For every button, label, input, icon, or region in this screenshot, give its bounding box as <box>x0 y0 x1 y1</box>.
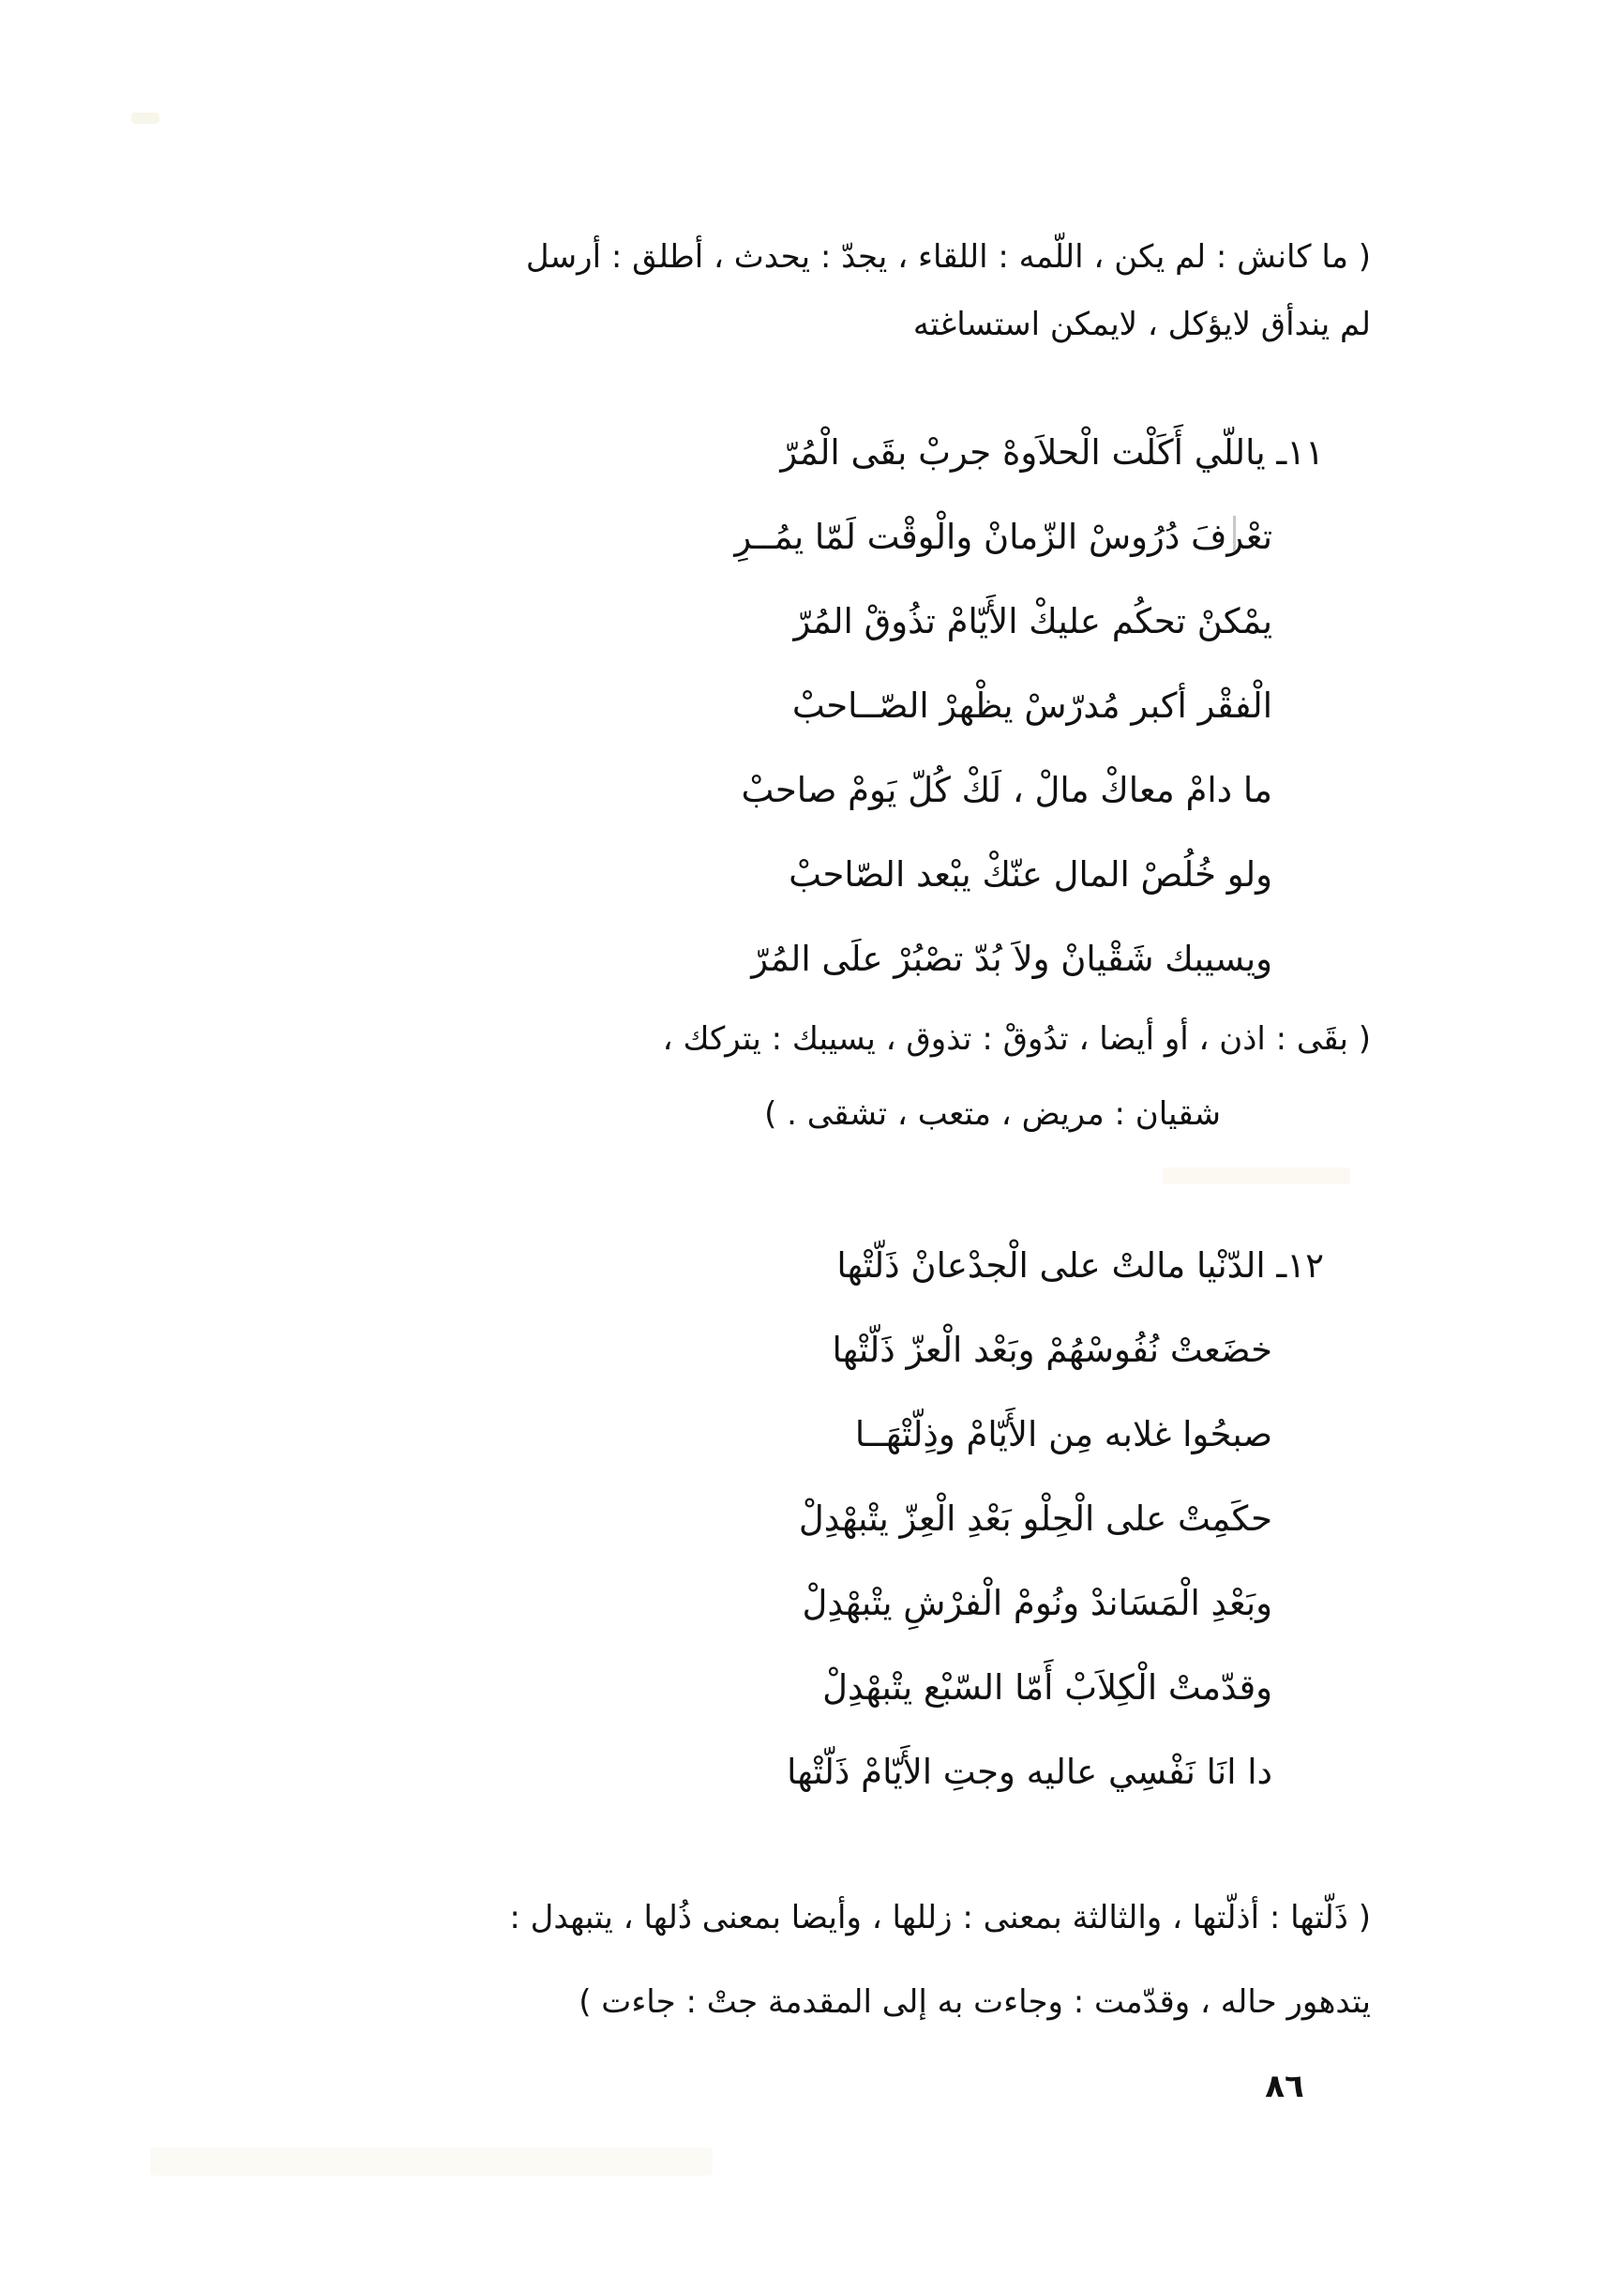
verse-line: وقدّمتْ الْكِلاَبْ أَمّا السّبْع يتْبهْدِلْ <box>822 1667 1272 1708</box>
verse-line: تعْرفَ دُرُوسْ الزّمانْ والْوقْت لَمّا يمُــرِ <box>734 517 1272 557</box>
verse-line: حكَمِتْ على الْحِلْو بَعْدِ الْعِزّ يتْبهْدِلْ <box>798 1498 1272 1539</box>
gloss-line: لم يندأق لايؤكل ، لايمكن استساغته <box>912 306 1371 343</box>
paper-stain <box>1163 1167 1350 1184</box>
gloss-line: ( ذَلّتها : أذلّتها ، والثالثة بمعنى : زللها ، وأيضا بمعنى ذُلها ، يتبهدل : <box>509 1899 1371 1936</box>
paper-stain <box>131 113 159 124</box>
verse-line: صبحُوا غلابه مِن الأَيّامْ وذِلّتْهَــا <box>854 1414 1272 1454</box>
verse-12 <box>480 1224 1324 1815</box>
verse-line: ١١ـ ياللّي أَكَلْت الْحلاَوهْ جربْ بقَى الْمُرّ <box>780 432 1324 473</box>
verse-line: ١٢ـ الدّنْيا مالتْ على الْجدْعانْ ذَلّتْها <box>836 1245 1324 1286</box>
verse-11 <box>480 411 1324 1001</box>
paper-stain <box>150 2147 713 2176</box>
gloss-line: يتدهور حاله ، وقدّمت : وجاءت به إلى المقدمة جتْ : جاءت ) <box>579 1983 1371 2021</box>
verse-line: الْفقْر أكبر مُدرّسْ يظْهرْ الصّــاحبْ <box>791 685 1272 726</box>
verse-line: دا انَا نَفْسِي عاليه وجتِ الأَيّامْ ذَلّتْها <box>787 1752 1272 1792</box>
verse-line: يمْكنْ تحكُم عليكْ الأَيّامْ تذُوقْ المُرّ <box>793 601 1272 641</box>
gloss-block-1 <box>309 223 1371 358</box>
verse-line: وبَعْدِ الْمَسَاندْ ونُومْ الْفرْشِ يتْبهْدِلْ <box>802 1583 1272 1623</box>
page-number: ٨٦ <box>1265 2068 1304 2105</box>
verse-line: ويسيبك شَقْيانْ ولاَ بُدّ تصْبُرْ علَى المُرّ <box>751 939 1272 979</box>
verse-line: خضَعتْ نُفُوسْهُمْ وبَعْد الْعزّ ذَلّتْها <box>832 1330 1272 1370</box>
verse-line: ما دامْ معاكْ مالْ ، لَكْ كُلّ يَومْ صاحبْ <box>741 770 1272 810</box>
gloss-block-2 <box>309 1001 1371 1152</box>
gloss-line: ( بقَى : اذن ، أو أيضا ، تدُوقْ : تذوق ، يسيبك : يتركك ، <box>662 1020 1371 1058</box>
gloss-block-3 <box>309 1875 1371 2044</box>
gloss-line: شقيان : مريض ، متعب ، تشقى . ) <box>764 1095 1221 1133</box>
verse-line: ولو خُلُصْ المال عنّكْ يبْعد الصّاحبْ <box>789 854 1272 895</box>
gloss-line: ( ما كانش : لم يكن ، اللّمه : اللقاء ، يجدّ : يحدث ، أطلق : أرسل <box>525 238 1371 276</box>
